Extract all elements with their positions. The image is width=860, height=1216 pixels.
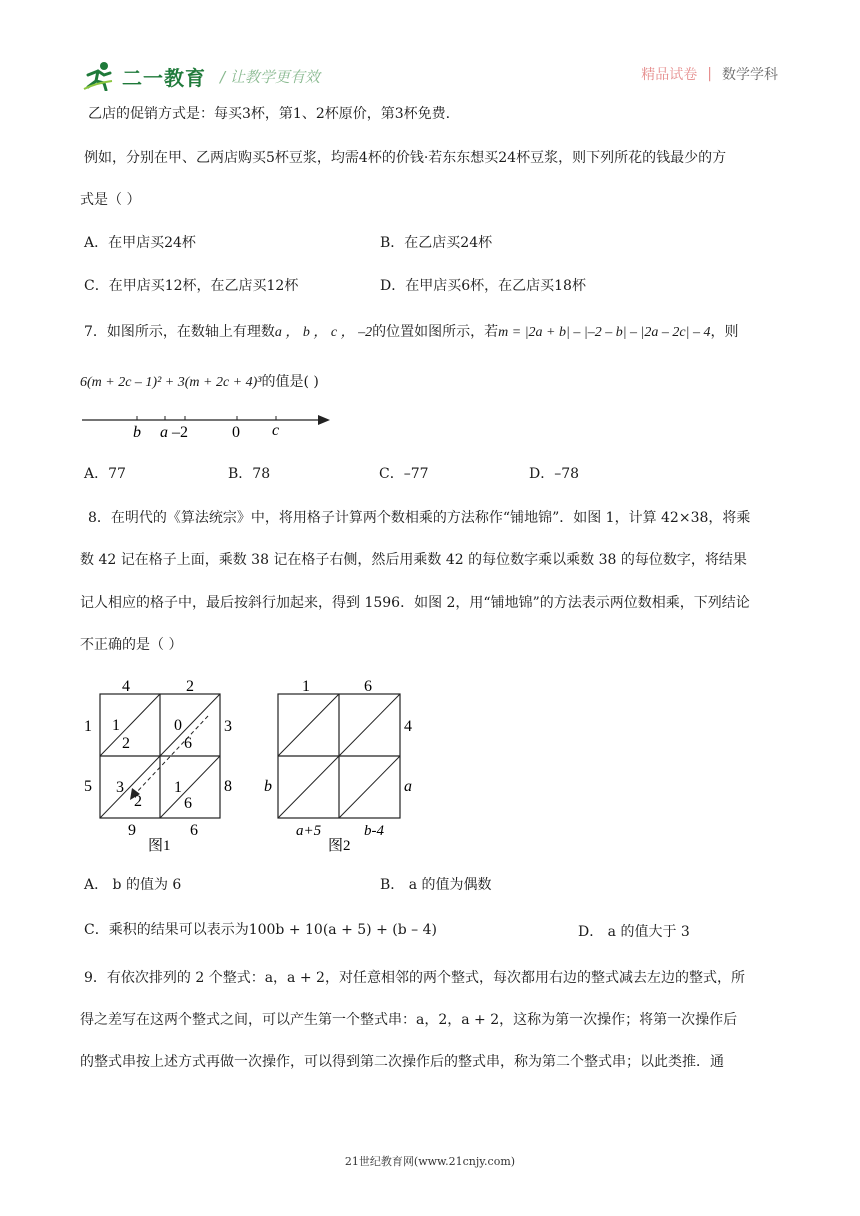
q8-line3: 记人相应的格子中，最后按斜行加起来，得到 1596．如图 2，用“铺地锦”的方法表示两位数相乘，下列结论 (80, 595, 750, 611)
runner-logo-icon (82, 61, 116, 91)
q8-option-d: D． a 的值大于 3 (578, 924, 690, 940)
axis-label-a: a (160, 424, 168, 441)
fig1-top-digit: 2 (186, 678, 194, 695)
fig2-caption: 图2 (328, 838, 351, 854)
fig1-cell-digit: 2 (134, 793, 142, 810)
q7-variables: a ， b ， c ， –2 (274, 325, 373, 340)
q6-line2: 例如，分别在甲、乙两店购买5杯豆浆，均需4杯的价钱·若东东想买24杯豆浆，则下列所花的钱最少的方 (84, 150, 727, 166)
fig1-cell-digit: 0 (174, 717, 182, 734)
q7-option-b: B．78 (228, 466, 271, 482)
page-footer: 21世纪教育网(www.21cnjy.com) (344, 1155, 516, 1168)
header-subject: 数学学科 (722, 67, 778, 83)
q6-option-c: C．在甲店买12杯，在乙店买12杯 (84, 278, 299, 294)
fig2-left-var: b (264, 778, 272, 795)
number-line-figure (80, 408, 340, 442)
header-tag: 精品试卷 (641, 67, 698, 83)
q9-line1: 9．有依次排列的 2 个整式：a，a + 2，对任意相邻的两个整式，每次都用右边的整式减去左边的整式，所 (84, 970, 745, 986)
fig1-left-digit: 1 (84, 718, 92, 735)
fig2-top-digit: 6 (364, 678, 372, 695)
header-logo (82, 58, 320, 94)
fig1-top-digit: 4 (122, 678, 130, 695)
q8-line2: 数 42 记在格子上面，乘数 38 记在格子右侧，然后用乘数 42 的每位数字乘以乘数 38 的每位数字，将结果 (80, 552, 747, 568)
fig2-right-digit: 4 (404, 718, 412, 735)
fig1-left-digit: 5 (84, 778, 92, 795)
slogan: / 让教学更有效 (220, 67, 320, 86)
fig1-cell-digit: 1 (112, 717, 120, 734)
axis-label-c: c (272, 422, 280, 439)
q7-line1-pre: 7．如图所示，在数轴上有理数 (84, 324, 275, 340)
header-separator: | (707, 66, 712, 82)
fig2-top-digit: 1 (302, 678, 310, 695)
lattice-figure-2 (260, 674, 430, 856)
q6-line1: 乙店的促销方式是：每买3杯，第1、2杯原价，第3杯免费. (88, 106, 451, 122)
q7-line2 (80, 372, 319, 393)
q7-option-a: A．77 (84, 466, 126, 482)
header-right (641, 64, 778, 84)
q6-line3: 式是（ ） (80, 192, 141, 208)
q9-line3: 的整式串按上述方式再做一次操作，可以得到第二次操作后的整式串，称为第二个整式串；以此类推．通 (80, 1054, 724, 1070)
fig1-bottom-digit: 6 (190, 822, 198, 839)
q8-option-b: B． a 的值为偶数 (380, 877, 492, 893)
q7-line1 (84, 322, 738, 343)
q9-line2: 得之差写在这两个整式之间，可以产生第一个整式串：a，2，a + 2，这称为第一次操作；将第一次操作后 (80, 1012, 738, 1028)
fig1-caption: 图1 (148, 838, 171, 854)
axis-label-neg2: –2 (172, 424, 188, 441)
axis-label-zero: 0 (232, 424, 240, 441)
q6-option-a: A．在甲店买24杯 (84, 235, 196, 251)
arrow-right-icon (318, 415, 330, 425)
logo-text: 二一教育 (122, 65, 206, 90)
fig1-cell-digit: 3 (116, 779, 124, 796)
fig1-bottom-digit: 9 (128, 822, 136, 839)
q7-expression: 6(m + 2c – 1)² + 3(m + 2c + 4)³ (80, 375, 262, 390)
fig1-cell-digit: 6 (184, 735, 192, 752)
q8-option-a: A． b 的值为 6 (84, 877, 182, 893)
fig2-bottom-expr: b-4 (364, 823, 384, 839)
q6-option-d: D．在甲店买6杯，在乙店买18杯 (380, 278, 586, 294)
q7-line1-mid: 的位置如图所示，若 (372, 324, 499, 340)
q8-line1: 8．在明代的《算法统宗》中，将用格子计算两个数相乘的方法称作“铺地锦”．如图 1，计算 42×38，将乘 (88, 510, 751, 526)
q7-line1-post: ，则 (710, 324, 739, 340)
axis-label-b: b (133, 424, 141, 441)
q7-line2-post: 的值是( ) (261, 374, 319, 390)
fig2-bottom-expr: a+5 (296, 823, 322, 839)
fig1-cell-digit: 6 (184, 795, 192, 812)
fig1-right-digit: 8 (224, 778, 232, 795)
fig2-right-var: a (404, 778, 412, 795)
q6-option-b: B．在乙店买24杯 (380, 235, 493, 251)
fig1-right-digit: 3 (224, 718, 232, 735)
q8-option-c: C．乘积的结果可以表示为100b + 10(a + 5) + (b – 4) (84, 922, 437, 938)
q7-option-d: D．–78 (529, 466, 580, 482)
q7-formula-m: m = |2a + b| – |–2 – b| – |2a – 2c| – 4 (498, 325, 711, 340)
fig1-cell-digit: 2 (122, 735, 130, 752)
lattice-figure-1 (78, 674, 248, 856)
q7-option-c: C．–77 (379, 466, 429, 482)
fig1-cell-digit: 1 (174, 779, 182, 796)
q8-line4: 不正确的是（ ） (80, 637, 183, 653)
